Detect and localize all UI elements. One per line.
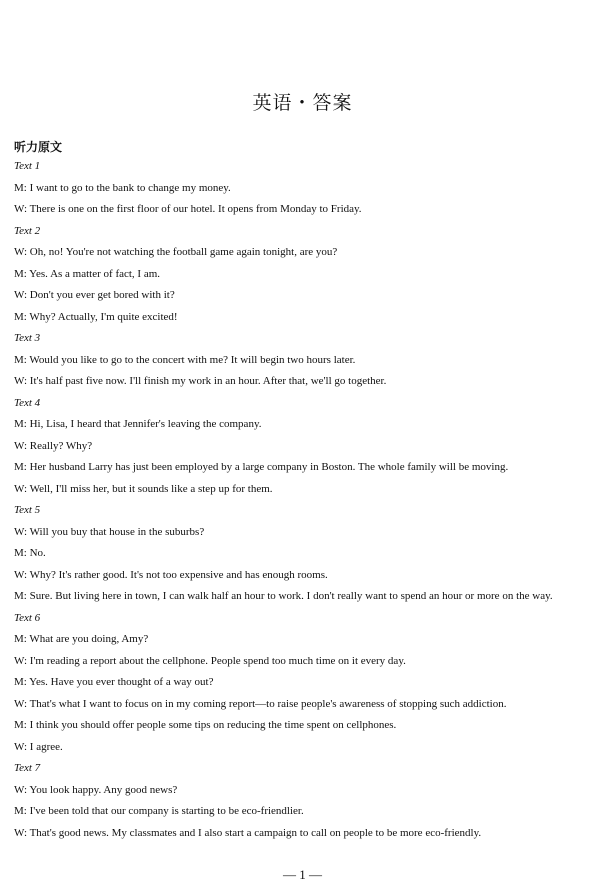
dialogue-line: W: Oh, no! You're not watching the football game again tonight, are you?: [14, 246, 338, 258]
dialogue-line: W: I agree.: [14, 740, 63, 753]
transcript-body: [14, 156, 592, 844]
dialogue-line: W: Why? It's rather good. It's not too expensive and has enough rooms.: [14, 568, 328, 581]
dialogue-line: W: I'm reading a report about the cellphone. People spend too much time on it every day.: [14, 654, 406, 667]
dialogue-line: M: Hi, Lisa, I heard that Jennifer's leaving the company.: [14, 418, 262, 430]
text-label: Text 1: [14, 160, 41, 172]
dialogue-line: M: Would you like to go to the concert with me? It will begin two hours later.: [14, 353, 356, 366]
text-label: Text 6: [14, 611, 41, 624]
text-label: Text 4: [14, 396, 41, 409]
dialogue-line: W: There is one on the first floor of our hotel. It opens from Monday to Friday.: [14, 203, 362, 215]
dialogue-line: W: That's what I want to focus on in my coming report—to raise people's awareness of stopping such addiction.: [14, 697, 507, 710]
dialogue-line: W: Will you buy that house in the suburbs?: [14, 525, 205, 538]
dialogue-line: M: What are you doing, Amy?: [14, 633, 149, 645]
dialogue-line: M: Why? Actually, I'm quite excited!: [14, 310, 178, 323]
text-label: Text 7: [14, 762, 41, 774]
dialogue-line: W: It's half past five now. I'll finish my work in an hour. After that, we'll go together.: [14, 375, 387, 387]
dialogue-line: W: You look happy. Any good news?: [14, 783, 178, 796]
dialogue-line: W: Well, I'll miss her, but it sounds like a step up for them.: [14, 482, 273, 495]
page-title: 英语・答案: [252, 92, 353, 114]
page-number: — 1 —: [283, 867, 322, 882]
dialogue-line: M: I want to go to the bank to change my money.: [14, 181, 231, 194]
dialogue-line: M: Yes. As a matter of fact, I am.: [14, 267, 161, 280]
dialogue-line: M: Sure. But living here in town, I can walk half an hour to work. I don't really want to spend an hour or more on the way.: [14, 590, 553, 602]
dialogue-line: W: That's good news. My classmates and I also start a campaign to call on people to be more eco-friendly.: [14, 826, 482, 839]
dialogue-line: M: I've been told that our company is starting to be eco-friendlier.: [14, 805, 304, 817]
dialogue-line: M: Her husband Larry has just been employed by a large company in Boston. The whole family will be moving.: [14, 461, 509, 473]
dialogue-line: W: Really? Why?: [14, 439, 93, 452]
dialogue-line: M: I think you should offer people some tips on reducing the time spent on cellphones.: [14, 719, 397, 731]
section-heading: 听力原文: [14, 140, 63, 154]
text-label: Text 2: [14, 224, 41, 237]
dialogue-line: M: Yes. Have you ever thought of a way out?: [14, 676, 214, 688]
text-label: Text 5: [14, 504, 41, 516]
dialogue-line: M: No.: [14, 547, 46, 559]
dialogue-line: W: Don't you ever get bored with it?: [14, 289, 175, 301]
text-label: Text 3: [14, 332, 41, 344]
